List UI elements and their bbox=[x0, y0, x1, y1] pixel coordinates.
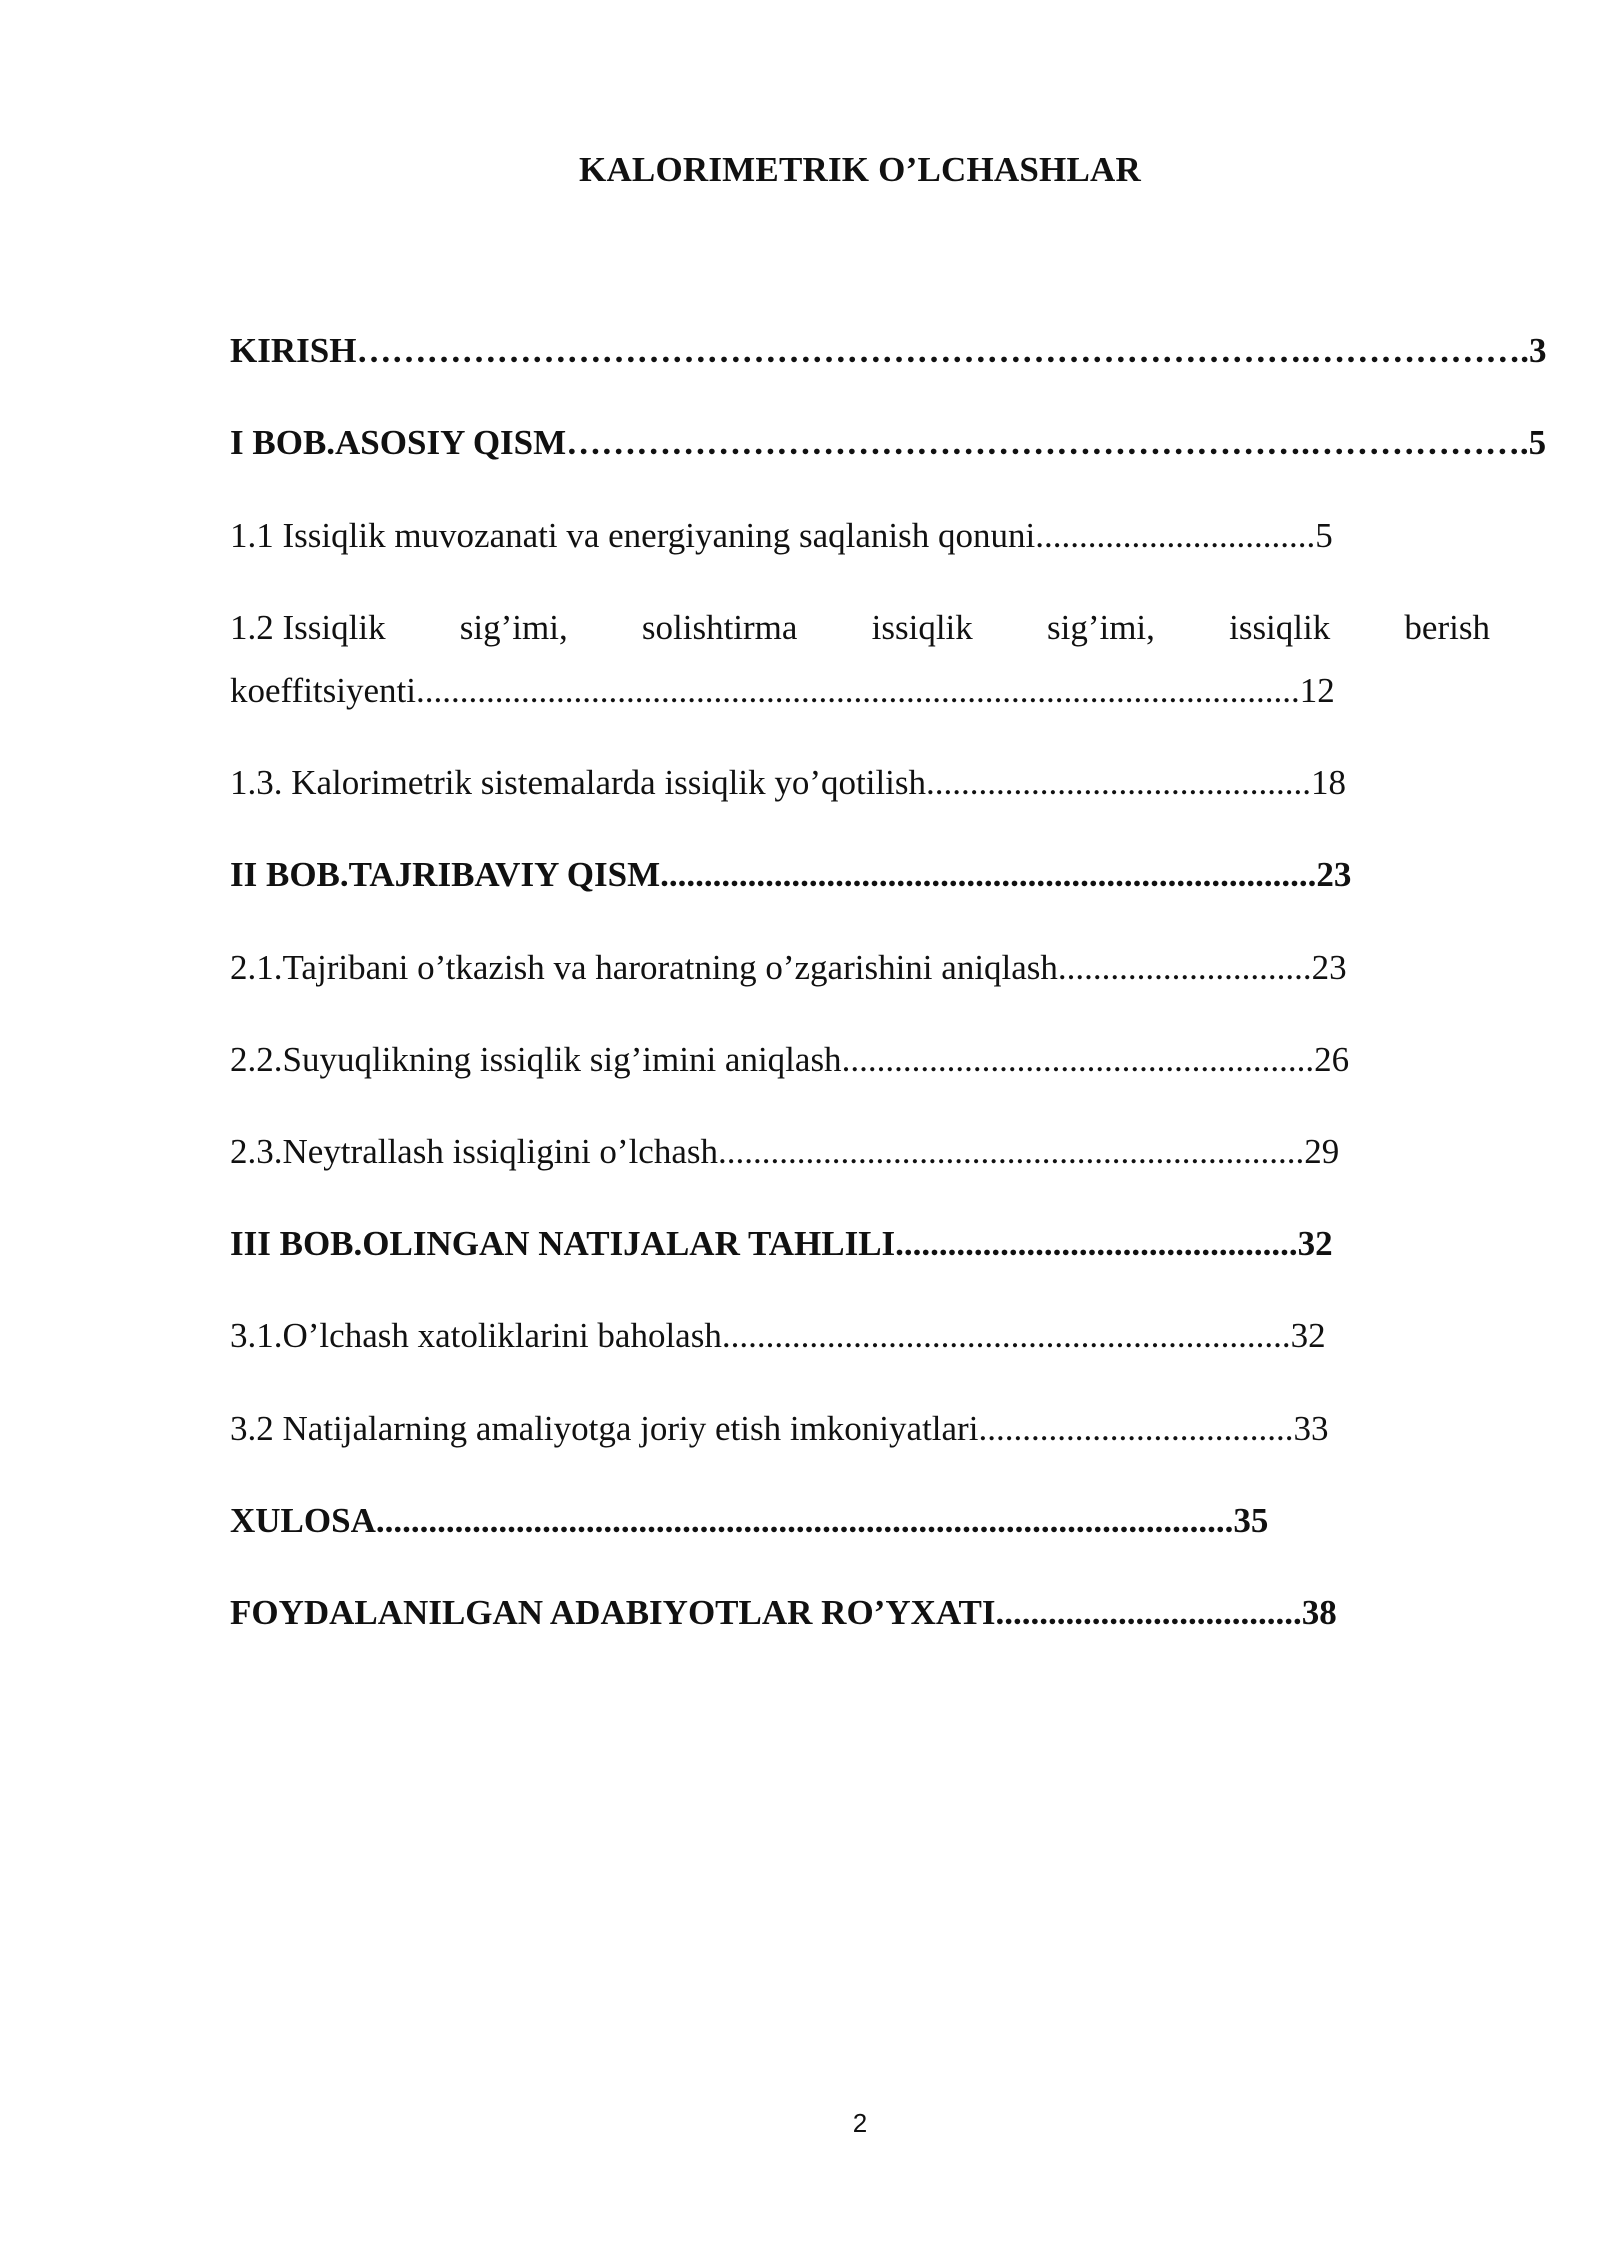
toc-word: berish bbox=[1404, 608, 1490, 647]
toc-entry-title: 3.2 Natijalarning amaliyotga joriy etish imkoniyatlari bbox=[230, 1409, 979, 1448]
toc-entry-title: 1.1 Issiqlik muvozanati va energiyaning saqlanish qonuni bbox=[230, 516, 1036, 555]
toc-page-number: 29 bbox=[1304, 1132, 1340, 1171]
toc-page-number: 33 bbox=[1293, 1409, 1329, 1448]
toc-leader-dots: .................................... bbox=[978, 1409, 1294, 1448]
toc-entry-adabiyotlar bbox=[230, 1592, 1337, 1634]
toc-entry-title: 1.3. Kalorimetrik sistemalarda issiqlik yo’qotilish bbox=[230, 763, 927, 802]
toc-leader-dots: ................................ bbox=[1035, 516, 1316, 555]
toc-page-number: 32 bbox=[1297, 1224, 1333, 1263]
toc-word: issiqlik bbox=[871, 608, 973, 647]
toc-leader-dots: ............................. bbox=[1057, 948, 1312, 987]
toc-leader-dots: .................................................................................................. bbox=[375, 1501, 1234, 1540]
toc-entry-3-2 bbox=[230, 1408, 1328, 1450]
toc-entry-title: FOYDALANILGAN ADABIYOTLAR RO’YXATI bbox=[230, 1593, 996, 1632]
toc-entry-bob-1 bbox=[230, 422, 1546, 464]
toc-entry-bob-3 bbox=[230, 1223, 1333, 1265]
toc-leader-dots: ................................................................. bbox=[721, 1316, 1291, 1355]
page-title: KALORIMETRIK O’LCHASHLAR bbox=[579, 150, 1141, 189]
toc-page-number: 23 bbox=[1316, 855, 1352, 894]
toc-entry-title: koeffitsiyenti bbox=[230, 671, 416, 710]
toc-page-number: 12 bbox=[1299, 671, 1335, 710]
toc-leader-dots: ................................... bbox=[995, 1593, 1302, 1632]
toc-entry-kirish bbox=[230, 330, 1546, 372]
toc-leader-dots: ................................................................... bbox=[717, 1132, 1305, 1171]
toc-entry-3-1 bbox=[230, 1315, 1326, 1357]
toc-leader-dots: ........................................................................... bbox=[660, 855, 1317, 894]
toc-page-number: 26 bbox=[1314, 1040, 1350, 1079]
toc-entry-2-1 bbox=[230, 947, 1347, 989]
toc-entry-title: 2.1.Tajribani o’tkazish va haroratning o’zgarishini aniqlash bbox=[230, 948, 1058, 987]
toc-page-number: 35 bbox=[1233, 1501, 1269, 1540]
toc-leader-dots: ..................................................................................................... bbox=[416, 671, 1300, 710]
toc-word: sig’imi, bbox=[459, 608, 568, 647]
toc-page-number: 18 bbox=[1311, 763, 1347, 802]
toc-entry-bob-2 bbox=[230, 854, 1351, 896]
toc-word: issiqlik bbox=[1229, 608, 1331, 647]
toc-entry-1-2-line-1 bbox=[230, 607, 1490, 649]
toc-entry-title: 2.2.Suyuqlikning issiqlik sig’imini aniqlash bbox=[230, 1040, 842, 1079]
toc-leader-dots: ...................................................... bbox=[841, 1040, 1315, 1079]
toc-word: 1.2 Issiqlik bbox=[230, 608, 386, 647]
toc-leader-dots: ............................................ bbox=[926, 763, 1312, 802]
toc-entry-1-3 bbox=[230, 762, 1346, 804]
toc-entry-xulosa bbox=[230, 1500, 1268, 1542]
toc-page-number: 23 bbox=[1311, 948, 1347, 987]
toc-page-number: 38 bbox=[1301, 1593, 1337, 1632]
toc-entry-title: I BOB.ASOSIY QISM bbox=[230, 423, 567, 462]
toc-page-number: 5 bbox=[1315, 516, 1333, 555]
toc-page-number: 32 bbox=[1290, 1316, 1326, 1355]
toc-entry-title: 2.3.Neytrallash issiqligini o’lchash bbox=[230, 1132, 718, 1171]
toc-page-number: 5 bbox=[1528, 423, 1547, 462]
toc-entry-1-1 bbox=[230, 515, 1333, 557]
toc-leader-dots: ……………………………………………………….………………. bbox=[566, 423, 1529, 462]
toc-leader-dots: ……………………………………………………………………….………………. bbox=[356, 331, 1529, 370]
toc-entry-title: 3.1.O’lchash xatoliklarini baholash bbox=[230, 1316, 722, 1355]
toc-leader-dots: .............................................. bbox=[895, 1224, 1298, 1263]
toc-entry-2-3 bbox=[230, 1131, 1339, 1173]
toc-entry-title: III BOB.OLINGAN NATIJALAR TAHLILI bbox=[230, 1224, 896, 1263]
toc-entry-2-2 bbox=[230, 1039, 1349, 1081]
toc-word: solishtirma bbox=[641, 608, 798, 647]
toc-entry-1-2-line-2 bbox=[230, 670, 1335, 712]
toc-entry-title: II BOB.TAJRIBAVIY QISM bbox=[230, 855, 661, 894]
page-number: 2 bbox=[852, 2108, 868, 2138]
toc-word: sig’imi, bbox=[1046, 608, 1155, 647]
toc-entry-title: XULOSA bbox=[230, 1501, 376, 1540]
toc-entry-title: KIRISH bbox=[230, 331, 357, 370]
toc-page-number: 3 bbox=[1528, 331, 1547, 370]
